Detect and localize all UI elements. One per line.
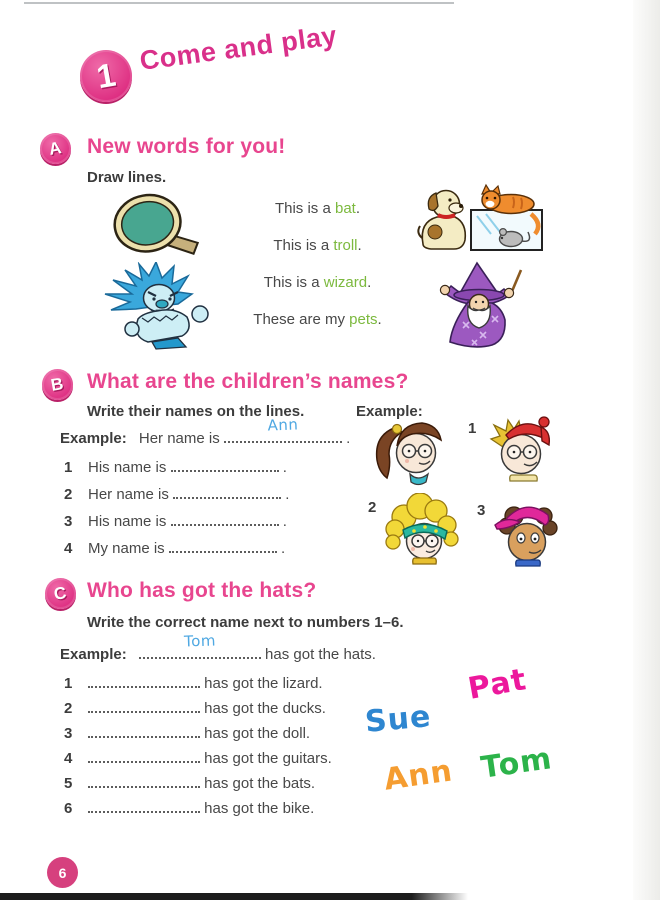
answer-line xyxy=(88,675,200,688)
section-b-instruction: Write their names on the lines. xyxy=(87,403,305,420)
name-sticker-tom: Tom xyxy=(478,741,555,786)
answer-line xyxy=(88,700,200,713)
phrase-bat: This is a bat. xyxy=(274,200,361,217)
answer-line xyxy=(169,540,277,553)
answer-line xyxy=(171,513,279,526)
boy-with-pink-cap-image xyxy=(489,494,564,572)
name-sticker-sue: Sue xyxy=(363,699,433,740)
unit-number: 1 xyxy=(93,55,119,96)
answer-line xyxy=(88,800,200,813)
section-b-example-line: Example: Her name is Ann . xyxy=(60,415,351,447)
picture-number-2: 2 xyxy=(368,499,377,516)
wizard-image xyxy=(430,260,528,352)
table-tennis-bat-image xyxy=(110,190,202,264)
picture-number-3: 3 xyxy=(477,502,486,519)
section-b-item-2: 2 Her name is . xyxy=(64,486,290,503)
answer-line xyxy=(171,459,279,472)
section-c-item-6: 6 has got the bike. xyxy=(64,800,315,817)
phrase-troll: This is a troll. xyxy=(273,237,362,254)
example-label: Example: xyxy=(60,646,127,663)
scan-edge-right xyxy=(633,0,660,900)
unit-title: Come and play xyxy=(137,20,339,77)
example-answer-line xyxy=(224,415,342,447)
troll-image xyxy=(98,262,222,350)
dog-cat-and-mouse-tank-image xyxy=(413,182,551,260)
section-c-instruction: Write the correct name next to numbers 1–6. xyxy=(87,614,404,631)
section-b-item-4: 4 My name is . xyxy=(64,540,286,557)
section-c-item-3: 3 has got the doll. xyxy=(64,725,311,742)
section-b-badge: B xyxy=(42,369,73,400)
keyword-wizard: wizard xyxy=(323,274,368,291)
unit-number-badge xyxy=(80,50,132,102)
section-a-heading: New words for you! xyxy=(87,135,286,158)
keyword-troll: troll xyxy=(333,237,358,254)
section-c-item-2: 2 has got the ducks. xyxy=(64,700,326,717)
section-c-item-4: 4 has got the guitars. xyxy=(64,750,332,767)
section-c-badge: C xyxy=(45,578,76,609)
name-sticker-ann: Ann xyxy=(381,753,456,798)
section-b-item-1: 1 His name is . xyxy=(64,459,287,476)
keyword-bat: bat xyxy=(334,200,356,217)
section-c-example-line: Example: Tom has got the hats. xyxy=(60,631,376,663)
girl-with-headband-image xyxy=(382,493,462,571)
example-answer-line xyxy=(139,631,261,663)
section-b-heading: What are the children’s names? xyxy=(87,370,409,393)
handwritten-answer-ann: Ann xyxy=(267,415,299,435)
name-sticker-pat: Pat xyxy=(465,662,530,707)
keyword-pets: pets xyxy=(349,311,378,328)
phrase-pets: These are my pets. xyxy=(253,311,382,328)
section-a-phrases xyxy=(225,200,410,348)
boy-with-red-cap-image xyxy=(481,413,561,491)
girl-with-ponytail-image xyxy=(366,416,454,494)
section-a-badge: A xyxy=(40,133,71,164)
section-b-item-3: 3 His name is . xyxy=(64,513,287,530)
scan-edge-top xyxy=(24,2,454,4)
answer-line xyxy=(88,750,200,763)
page-number-badge xyxy=(47,857,78,888)
answer-line xyxy=(88,725,200,738)
section-c-item-1: 1 has got the lizard. xyxy=(64,675,323,692)
example-label: Example: xyxy=(60,430,127,447)
phrase-wizard: This is a wizard. xyxy=(263,274,372,291)
answer-line xyxy=(173,486,281,499)
answer-line xyxy=(88,775,200,788)
page-number: 6 xyxy=(58,864,67,881)
handwritten-answer-tom: Tom xyxy=(183,631,217,651)
section-c-heading: Who has got the hats? xyxy=(87,579,317,602)
section-c-item-5: 5 has got the bats. xyxy=(64,775,316,792)
scan-edge-bottom xyxy=(0,893,468,900)
picture-number-1: 1 xyxy=(468,420,477,437)
section-a-instruction: Draw lines. xyxy=(87,169,167,186)
section-b-pictures-example-label: Example: xyxy=(356,403,423,420)
